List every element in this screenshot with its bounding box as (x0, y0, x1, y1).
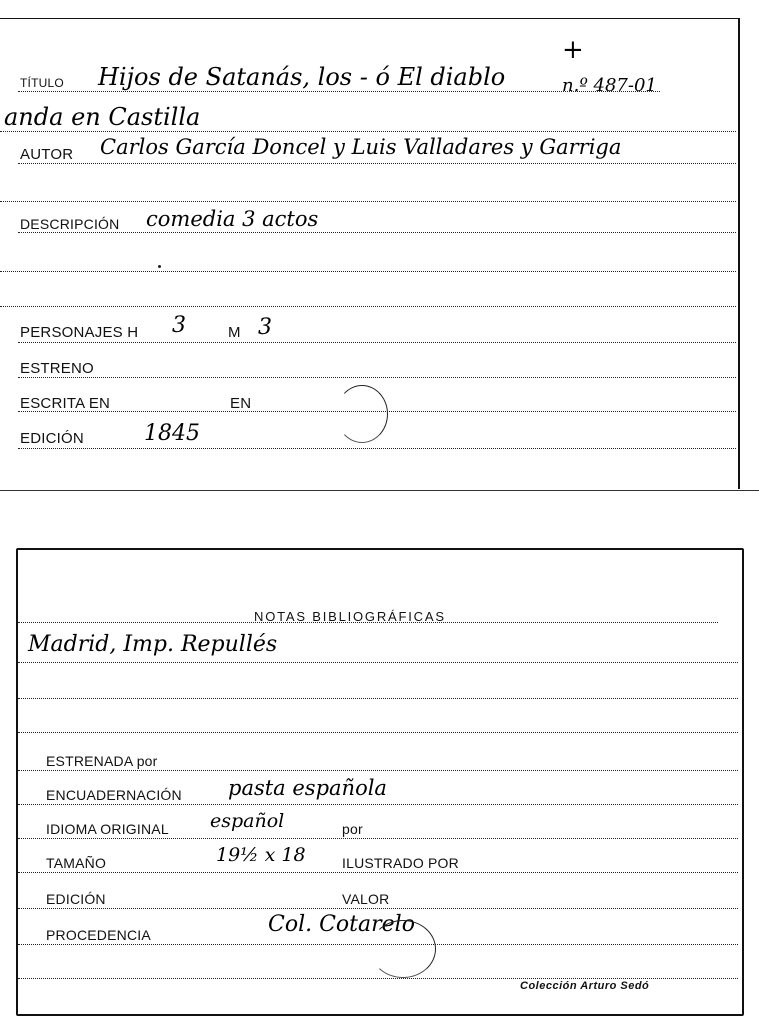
tamano-value: 19½ x 18 (216, 844, 306, 866)
blank-rule-b1 (18, 698, 738, 699)
por-label: por (342, 821, 363, 837)
blank-rule-1 (0, 201, 736, 202)
valor-label: VALOR (342, 891, 390, 907)
catalog-card-front (0, 18, 740, 489)
en-label: EN (230, 395, 252, 412)
blank-rule-b3 (18, 978, 738, 979)
edicion-back-label: EDICIÓN (46, 891, 106, 907)
tamano-label: TAMAÑO (46, 855, 107, 871)
card-divider (0, 490, 759, 491)
descripcion-rule (18, 232, 736, 233)
descripcion-value: comedia 3 actos (146, 207, 319, 231)
personajes-m-value: 3 (258, 315, 272, 340)
estrenada-label: ESTRENADA por (46, 753, 158, 769)
estreno-label: ESTRENO (20, 360, 94, 377)
procedencia-label: PROCEDENCIA (46, 927, 151, 943)
escrita-en-label: ESCRITA EN (20, 395, 111, 412)
titulo-rule-2 (0, 131, 736, 132)
procedencia-value: Col. Cotarelo (268, 912, 415, 937)
encuadernacion-rule (18, 804, 738, 805)
descripcion-label: DESCRIPCIÓN (20, 216, 120, 232)
notas-title: NOTAS BIBLIOGRÁFICAS (254, 609, 446, 624)
catalog-card-back (16, 548, 744, 1016)
encuadernacion-label: ENCUADERNACIÓN (46, 787, 182, 803)
ink-speck (158, 265, 161, 268)
edicion-rule (18, 448, 736, 449)
idioma-value: español (210, 810, 285, 832)
notas-value: Madrid, Imp. Repullés (28, 632, 278, 657)
ink-stamp (336, 385, 388, 443)
blank-rule-b2 (18, 732, 738, 733)
autor-label: AUTOR (20, 146, 74, 163)
blank-rule-3 (0, 306, 736, 307)
estrenada-rule (18, 770, 738, 771)
personajes-rule (18, 342, 736, 343)
autor-rule (18, 163, 736, 164)
blank-rule-2 (0, 271, 736, 272)
edicion-label: EDICIÓN (20, 430, 84, 447)
titulo-catalog-number: n.º 487-01 (562, 75, 657, 96)
encuadernacion-value: pasta española (228, 776, 387, 800)
titulo-value: Hijos de Satanás, los - ó El diablo (98, 63, 506, 91)
ink-stamp-back (370, 920, 436, 978)
cross-mark: + (562, 35, 584, 65)
titulo-value-continued: anda en Castilla (4, 103, 201, 131)
personajes-label: PERSONAJES H (20, 324, 139, 341)
notas-line-rule (18, 662, 738, 663)
ilustrado-label: ILUSTRADO POR (342, 855, 459, 871)
estreno-rule (18, 377, 736, 378)
collection-credit: Colección Arturo Sedó (520, 980, 650, 992)
titulo-label: TÍTULO (20, 76, 64, 90)
edicion-back-rule (18, 908, 738, 909)
personajes-m-label: M (228, 324, 241, 341)
idioma-rule (18, 838, 738, 839)
tamano-rule (18, 872, 738, 873)
autor-value: Carlos García Doncel y Luis Valladares y Garriga (100, 135, 622, 159)
edicion-value: 1845 (144, 421, 200, 446)
idioma-label: IDIOMA ORIGINAL (46, 821, 169, 837)
personajes-h-value: 3 (172, 313, 186, 338)
